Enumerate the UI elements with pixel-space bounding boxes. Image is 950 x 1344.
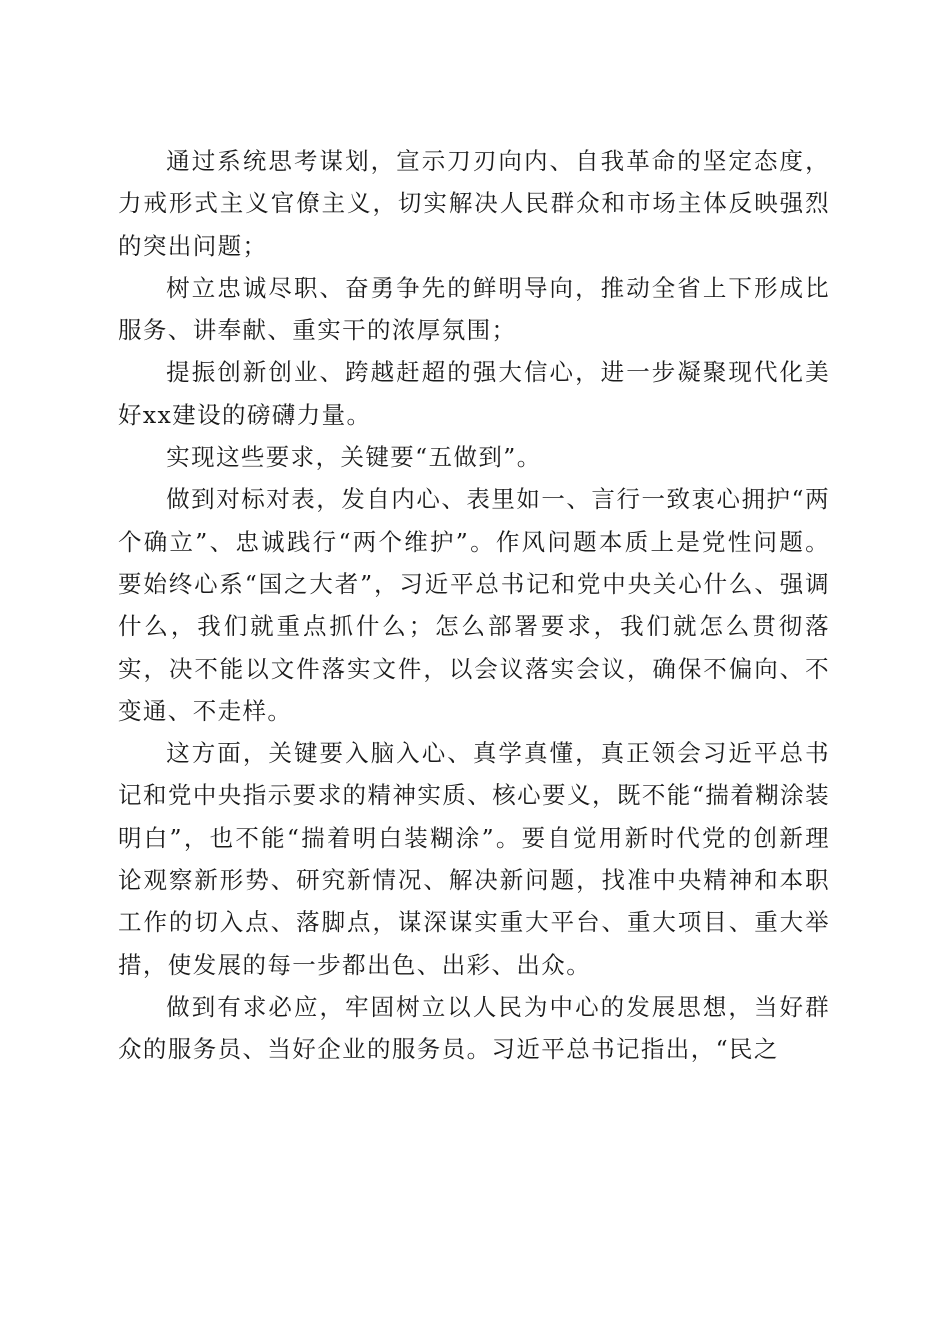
paragraph-2: 树立忠诚尽职、奋勇争先的鲜明导向，推动全省上下形成比服务、讲奉献、重实干的浓厚氛围； [118, 273, 830, 345]
paragraph-7: 做到有求必应，牢固树立以人民为中心的发展思想，当好群众的服务员、当好企业的服务员。习近平总书记指出，“民之 [118, 992, 830, 1064]
paragraph-1: 通过系统思考谋划，宣示刀刃向内、自我革命的坚定态度，力戒形式主义官僚主义，切实解决人民群众和市场主体反映强烈的突出问题； [118, 147, 830, 260]
paragraph-6: 这方面，关键要入脑入心、真学真懂，真正领会习近平总书记和党中央指示要求的精神实质、核心要义，既不能“揣着糊涂装明白”，也不能“揣着明白装糊涂”。要自觉用新时代党的创新理论观察新形势、研究新情况、解决新问题，找准中央精神和本职工作的切入点、落脚点，谋深谋实重大平台、重大项目、重大举措，使发展的每一步都出色、出彩、出众。 [118, 739, 830, 979]
document-body [118, 140, 830, 1071]
paragraph-4: 实现这些要求，关键要“五做到”。 [166, 443, 542, 472]
paragraph-5: 做到对标对表，发自内心、表里如一、言行一致衷心拥护“两个确立”、忠诚践行“两个维护”。作风问题本质上是党性问题。要始终心系“国之大者”，习近平总书记和党中央关心什么、强调什么，我们就重点抓什么；怎么部署要求，我们就怎么贯彻落实，决不能以文件落实文件，以会议落实会议，确保不偏向、不变通、不走样。 [118, 485, 830, 725]
paragraph-3: 提振创新创业、跨越赶超的强大信心，进一步凝聚现代化美好xx建设的磅礴力量。 [118, 358, 830, 429]
